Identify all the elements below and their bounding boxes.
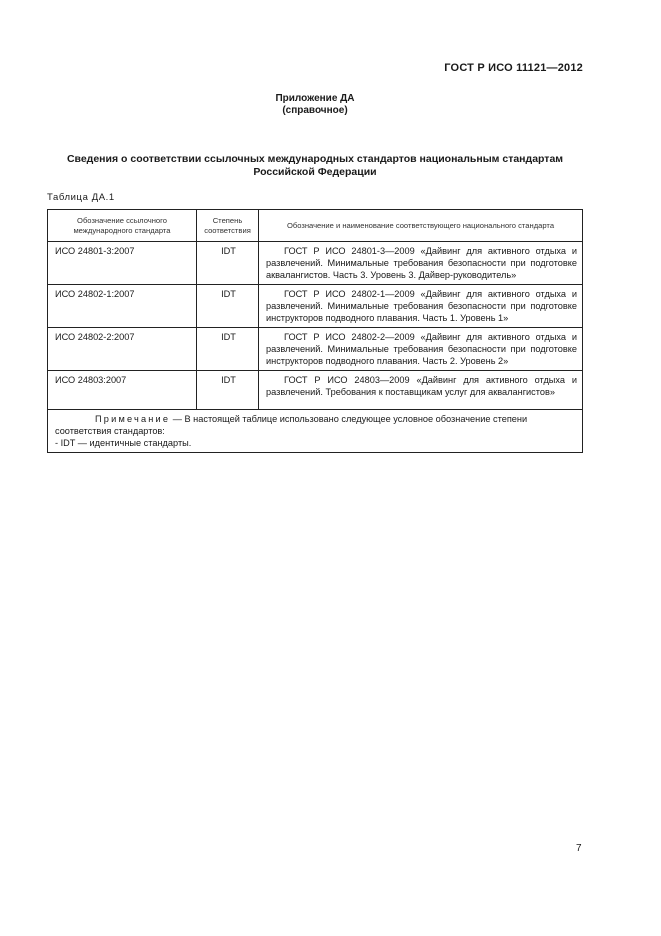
cell-national-standard: ГОСТ Р ИСО 24803—2009 «Дайвинг для активного отдыха и развлечений. Требования к поставщикам услуг для аквалангистов» — [259, 371, 583, 410]
table-row — [48, 328, 583, 371]
cell-degree: IDT — [197, 285, 259, 328]
cell-national-standard: ГОСТ Р ИСО 24801-3—2009 «Дайвинг для активного отдыха и развлечений. Минимальные требования безопасности при подготовке аквалангистов. Часть 3. Уровень 3. Дайвер-руководитель» — [259, 242, 583, 285]
cell-reference: ИСО 24801-3:2007 — [48, 242, 197, 285]
cell-national-standard: ГОСТ Р ИСО 24802-1—2009 «Дайвинг для активного отдыха и развлечений. Минимальные требования безопасности при подготовке инструкторов подводного плавания. Часть 1. Уровень 1» — [259, 285, 583, 328]
cell-reference: ИСО 24803:2007 — [48, 371, 197, 410]
header-national-standard: Обозначение и наименование соответствующего национального стандарта — [259, 210, 583, 242]
cell-degree: IDT — [197, 371, 259, 410]
document-title — [40, 153, 590, 179]
table-row — [48, 371, 583, 410]
document-title-line2: Российской Федерации — [253, 166, 377, 178]
cell-degree: IDT — [197, 242, 259, 285]
cell-national-standard: ГОСТ Р ИСО 24802-2—2009 «Дайвинг для активного отдыха и развлечений. Минимальные требования безопасности при подготовке инструкторов подводного плавания. Часть 2. Уровень 2» — [259, 328, 583, 371]
correspondence-table — [47, 209, 583, 453]
table-note — [48, 410, 583, 453]
header-reference-standard: Обозначение ссылочного международного стандарта — [48, 210, 197, 242]
page-number: 7 — [576, 843, 582, 854]
document-title-line1: Сведения о соответствии ссылочных международных стандартов национальным стандартам — [66, 153, 564, 165]
table-label: Таблица ДА.1 — [47, 192, 115, 203]
note-label: Примечание — [95, 414, 171, 424]
cell-reference: ИСО 24802-1:2007 — [48, 285, 197, 328]
table-header-row — [48, 210, 583, 242]
table-row — [48, 242, 583, 285]
cell-reference: ИСО 24802-2:2007 — [48, 328, 197, 371]
cell-degree: IDT — [197, 328, 259, 371]
table-row — [48, 285, 583, 328]
appendix-subtitle: (справочное) — [282, 105, 348, 116]
note-text: — В настоящей таблице использовано следующее условное обозначение степени соответствия стандартов: — [55, 414, 528, 436]
table-note-row — [48, 410, 583, 453]
appendix-title: Приложение ДА — [275, 93, 355, 104]
document-standard-header: ГОСТ Р ИСО 11121—2012 — [444, 62, 583, 74]
note-item: - IDT — идентичные стандарты. — [55, 438, 192, 448]
header-degree: Степень соответствия — [197, 210, 259, 242]
appendix-heading — [0, 93, 630, 117]
